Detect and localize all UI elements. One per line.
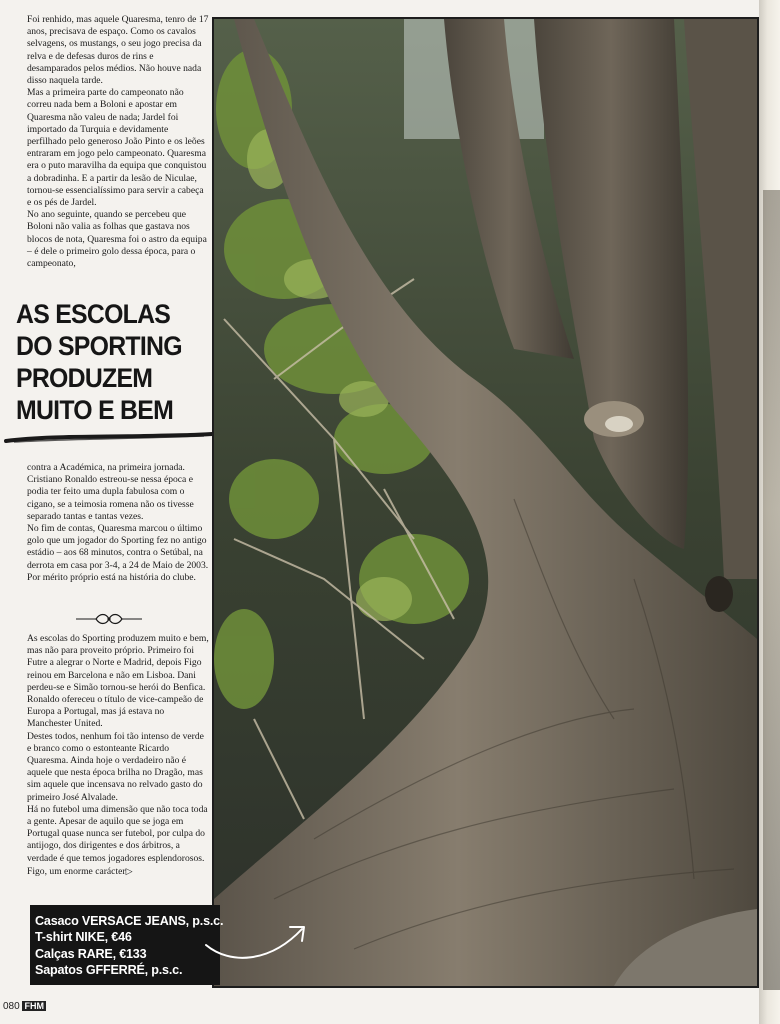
headline-line: PRODUZEM	[16, 363, 153, 393]
pull-quote-headline	[16, 298, 196, 426]
headline-line: AS ESCOLAS	[16, 299, 171, 329]
fashion-credits-box	[30, 905, 224, 985]
magazine-logo: FHM	[24, 1001, 44, 1011]
facing-page-edge	[759, 0, 780, 1024]
continue-arrow-icon: ▷	[125, 865, 133, 876]
page-number: 080	[3, 1001, 20, 1012]
paragraph: No ano seguinte, quando se percebeu que Boloni não valia as folhas que gastava nos blocos de nota, Quaresma foi o astro da equipa – é dele o primeiro golo dessa época, para o campeonato,	[27, 209, 207, 270]
credit-line: Sapatos GFFERRÉ, p.s.c.	[35, 963, 183, 978]
paragraph: Foi renhido, mas aquele Quaresma, tenro de 17 anos, precisava de espaço. Como os cavalos selvagens, os mustangs, o seu jogo precisa da relva e de defesas duros de rins e desamparados pelos médios. Não houve nada disso naquela tarde.	[27, 14, 209, 87]
paragraph	[27, 804, 210, 878]
tree-photo	[212, 17, 759, 988]
credit-line: T-shirt NIKE, €46	[35, 930, 132, 945]
tree-illustration	[214, 19, 757, 986]
article-column-middle	[27, 462, 210, 584]
paragraph: contra a Académica, na primeira jornada. Cristiano Ronaldo estreou-se nessa época e podia ter feito uma dupla fabulosa com o cigano, se a teimosia romena não os tivesse separado tantas e tantas vezes.	[27, 462, 194, 522]
headline-line: MUITO E BEM	[16, 395, 174, 425]
ornament-divider-icon	[74, 611, 144, 627]
paragraph: Mas a primeira parte do campeonato não correu nada bem a Boloni e apostar em Quaresma não valeu de nada; Jardel foi importado da Turquia e devidamente perfilhado pelo generoso João Pinto e os leões entraram em jogo pelo campeonato. Quaresma era o puto maravilha da equipa que conquistou a dobradinha. E a partir da lesão de Niculae, tornou-se essencialíssimo para servir a cabeça e os pés de Jardel.	[27, 87, 207, 209]
paragraph: No fim de contas, Quaresma marcou o último golo que um jogador do Sporting fez no antigo estádio – aos 68 minutos, contra o Setúbal, na derrota em casa por 3-4, a 24 de Maio de 2003. Por mérito próprio está na história do clube.	[27, 523, 209, 583]
facing-page-image	[763, 190, 780, 990]
paragraph-text: Há no futebol uma dimensão que não toca toda a gente. Apesar de aquilo que se joga em Portugal quase nunca ser futebol, por culpa do antijogo, dos dirigentes e dos árbitros, a verdade é que temos jogadores esplendorosos. Figo, um enorme carácter	[27, 803, 208, 877]
paragraph: As escolas do Sporting produzem muito e bem, mas não para proveito próprio. Primeiro foi Futre a alegrar o Norte e Madrid, depois Figo reinou em Barcelona e não em Lisboa. Dani perdeu-se e Simão tornou-se herói do Benfica. Ronaldo ofereceu o título de vice-campeão de Europa a Portugal, mas já estava no Manchester United.	[27, 633, 209, 730]
credit-line: Calças RARE, €133	[35, 946, 147, 961]
headline-line: DO SPORTING	[16, 331, 182, 361]
article-column-bottom	[27, 633, 210, 878]
credit-line: Casaco VERSACE JEANS, p.s.c.	[35, 914, 224, 928]
paragraph: Destes todos, nenhum foi tão intenso de verde e branco como o estonteante Ricardo Quaresma. Ainda hoje o verdadeiro não é aquele que nesta época brilha no Dragão, mas sim aquele que incensava no relvado gasto do primeiro José Alvalade.	[27, 730, 204, 803]
article-column-top	[27, 14, 210, 270]
brush-underline	[4, 430, 214, 446]
hand-drawn-arrow-icon	[200, 915, 310, 970]
page-folio	[3, 1001, 46, 1012]
